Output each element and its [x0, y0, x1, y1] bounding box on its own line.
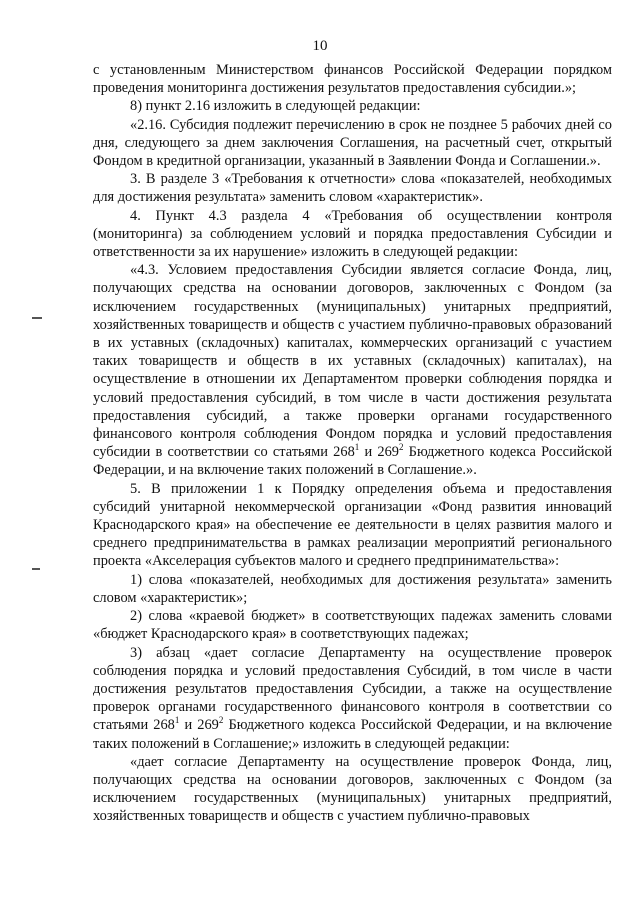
- paragraph: с установленным Министерством финансов Российской Федерации порядком проведения мониторинга достижения результатов предоставления субсидии.»;: [93, 62, 612, 97]
- paragraph: 3. В разделе 3 «Требования к отчетности» слова «показателей, необходимых для достижения результата» заменить словом «характеристик».: [93, 171, 612, 206]
- paragraph: «2.16. Субсидия подлежит перечислению в срок не позднее 5 рабочих дней со дня, следующего за днем заключения Соглашения, на расчетный счет, открытый Фондом в кредитной организации, указанный в Заявлении Фонда и Соглашении.».: [93, 116, 612, 170]
- paragraph: 5. В приложении 1 к Порядку определения объема и предоставления субсидий унитарной некоммерческой организации «Фонд развития инноваций Краснодарского края» на обеспечение ее деятельности в целях развития малого и среднего предпринимательства в рамках реализации мероприятий регионального проекта «Акселерация субъектов малого и среднего предпринимательства»:: [93, 480, 612, 570]
- paragraph: 1) слова «показателей, необходимых для достижения результата» заменить словом «характеристик»;: [93, 571, 612, 606]
- margin-mark: [32, 568, 40, 570]
- paragraph: 8) пункт 2.16 изложить в следующей редакции:: [130, 98, 421, 115]
- page-number: 10: [312, 38, 328, 54]
- document-body: [93, 61, 612, 826]
- paragraph: 4. Пункт 4.3 раздела 4 «Требования об осуществлении контроля (мониторинга) за соблюдением условий и порядка предоставления Субсидии и ответственности за их нарушение» изложить в следующей редакции:: [93, 207, 612, 261]
- margin-mark: [32, 317, 42, 319]
- paragraph: 3) абзац «дает согласие Департаменту на осуществление проверок соблюдения порядка и условий предоставления Субсидий, в том числе в части достижения результатов предоставления Субсидии, а также на осуществление проверок органами государственного финансового контроля в соответствии со статьями $268^1$ и $269^2$ Бюджетного кодекса Российской Федерации, и на включение таких положений в Соглашение;» изложить в следующей редакции:: [93, 644, 612, 752]
- paragraph: 2) слова «краевой бюджет» в соответствующих падежах заменить словами «бюджет Краснодарского края» в соответствующих падежах;: [93, 608, 612, 643]
- paragraph: «дает согласие Департаменту на осуществление проверок Фонда, лиц, получающих средства на основании договоров, заключенных с Фондом (за исключением государственных (муниципальных) унитарных предприятий, хозяйственных товариществ и обществ с участием публично-правовых: [93, 753, 612, 825]
- paragraph: «4.3. Условием предоставления Субсидии является согласие Фонда, лиц, получающих средства на основании договоров, заключенных с Фондом (за исключением государственных (муниципальных) унитарных предприятий, хозяйственных товариществ и обществ с участием публично-правовых образований в их уставных (складочных) капиталах, коммерческих организаций с участием таких товариществ и обществ в их уставных (складочных) капиталах), на осуществление в отношении их Департаментом проверки соблюдения порядка и условий предоставления субсидий, в том числе в части достижения результата предоставления субсидий, а также проверки органами государственного финансового контроля соблюдения Фондом порядка и условий предоставления субсидии в соответствии со статьями $268^1$ и $269^2$ Бюджетного кодекса Российской Федерации, и на включение таких положений в Соглашение.».: [93, 262, 613, 479]
